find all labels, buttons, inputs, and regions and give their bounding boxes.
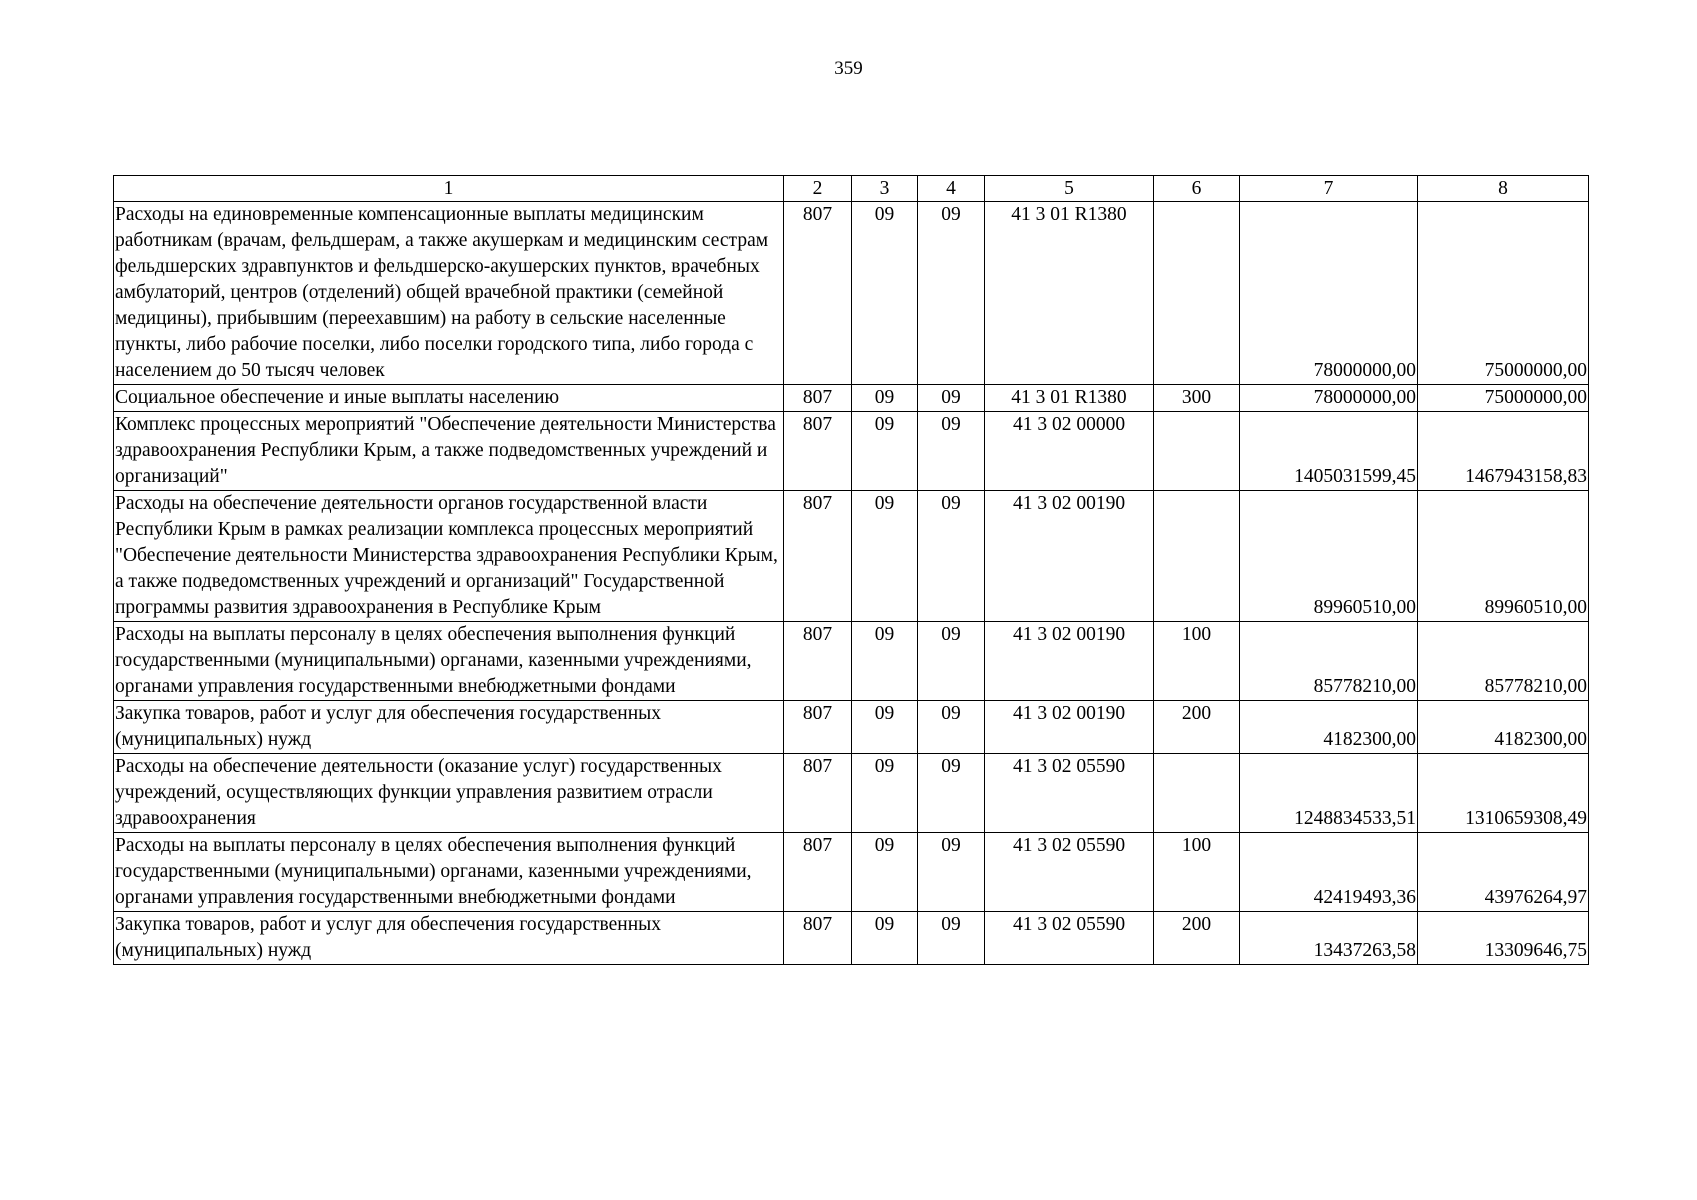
subsection-code: 09	[918, 491, 985, 622]
column-header: 6	[1154, 176, 1240, 202]
amount-col-7: 13437263,58	[1240, 912, 1418, 965]
expense-type-code: 100	[1154, 833, 1240, 912]
expense-type-code: 200	[1154, 912, 1240, 965]
amount-col-8: 1310659308,49	[1418, 754, 1589, 833]
ministry-code: 807	[784, 701, 852, 754]
table-row	[114, 701, 1589, 754]
expense-type-code	[1154, 412, 1240, 491]
ministry-code: 807	[784, 202, 852, 385]
amount-col-8: 4182300,00	[1418, 701, 1589, 754]
expense-type-code	[1154, 754, 1240, 833]
column-header: 5	[985, 176, 1154, 202]
expense-type-code	[1154, 202, 1240, 385]
amount-col-7: 42419493,36	[1240, 833, 1418, 912]
table-row	[114, 833, 1589, 912]
amount-col-8: 89960510,00	[1418, 491, 1589, 622]
target-article-code: 41 3 02 00190	[985, 491, 1154, 622]
column-header: 3	[852, 176, 918, 202]
target-article-code: 41 3 01 R1380	[985, 202, 1154, 385]
ministry-code: 807	[784, 491, 852, 622]
expense-type-code	[1154, 491, 1240, 622]
table-row	[114, 754, 1589, 833]
amount-col-8: 1467943158,83	[1418, 412, 1589, 491]
amount-col-7: 4182300,00	[1240, 701, 1418, 754]
amount-col-8: 85778210,00	[1418, 622, 1589, 701]
section-code: 09	[852, 701, 918, 754]
expense-type-code: 300	[1154, 385, 1240, 412]
subsection-code: 09	[918, 701, 985, 754]
column-header: 8	[1418, 176, 1589, 202]
column-header: 2	[784, 176, 852, 202]
expense-name: Расходы на выплаты персоналу в целях обеспечения выполнения функций государственными (муниципальными) органами, казенными учреждениями, органами управления государственными внебюджетными фондами	[114, 622, 784, 701]
column-header: 1	[114, 176, 784, 202]
subsection-code: 09	[918, 833, 985, 912]
section-code: 09	[852, 412, 918, 491]
target-article-code: 41 3 02 00000	[985, 412, 1154, 491]
ministry-code: 807	[784, 912, 852, 965]
target-article-code: 41 3 02 05590	[985, 912, 1154, 965]
page-number: 359	[834, 58, 863, 79]
section-code: 09	[852, 202, 918, 385]
target-article-code: 41 3 02 00190	[985, 622, 1154, 701]
section-code: 09	[852, 754, 918, 833]
section-code: 09	[852, 385, 918, 412]
amount-col-7: 1405031599,45	[1240, 412, 1418, 491]
amount-col-8: 75000000,00	[1418, 202, 1589, 385]
amount-col-7: 89960510,00	[1240, 491, 1418, 622]
ministry-code: 807	[784, 622, 852, 701]
target-article-code: 41 3 02 00190	[985, 701, 1154, 754]
subsection-code: 09	[918, 385, 985, 412]
table-row	[114, 622, 1589, 701]
expense-type-code: 100	[1154, 622, 1240, 701]
expense-name: Комплекс процессных мероприятий "Обеспечение деятельности Министерства здравоохранения Республики Крым, а также подведомственных учреждений и организаций"	[114, 412, 784, 491]
subsection-code: 09	[918, 202, 985, 385]
expense-name: Расходы на выплаты персоналу в целях обеспечения выполнения функций государственными (муниципальными) органами, казенными учреждениями, органами управления государственными внебюджетными фондами	[114, 833, 784, 912]
target-article-code: 41 3 02 05590	[985, 833, 1154, 912]
budget-table	[113, 175, 1589, 965]
expense-name: Расходы на обеспечение деятельности (оказание услуг) государственных учреждений, осуществляющих функции управления развитием отрасли здравоохранения	[114, 754, 784, 833]
subsection-code: 09	[918, 754, 985, 833]
target-article-code: 41 3 01 R1380	[985, 385, 1154, 412]
table-row	[114, 385, 1589, 412]
table-header-row	[114, 176, 1589, 202]
ministry-code: 807	[784, 412, 852, 491]
section-code: 09	[852, 912, 918, 965]
table-row	[114, 491, 1589, 622]
subsection-code: 09	[918, 622, 985, 701]
ministry-code: 807	[784, 754, 852, 833]
subsection-code: 09	[918, 412, 985, 491]
section-code: 09	[852, 833, 918, 912]
amount-col-7: 78000000,00	[1240, 385, 1418, 412]
expense-type-code: 200	[1154, 701, 1240, 754]
table-row	[114, 412, 1589, 491]
amount-col-8: 43976264,97	[1418, 833, 1589, 912]
expense-name: Социальное обеспечение и иные выплаты населению	[114, 385, 784, 412]
ministry-code: 807	[784, 833, 852, 912]
subsection-code: 09	[918, 912, 985, 965]
table-row	[114, 202, 1589, 385]
expense-name: Закупка товаров, работ и услуг для обеспечения государственных (муниципальных) нужд	[114, 701, 784, 754]
expense-name: Расходы на единовременные компенсационные выплаты медицинским работникам (врачам, фельдшерам, а также акушеркам и медицинским сестрам фельдшерских здравпунктов и фельдшерско-акушерских пунктов, врачебных амбулаторий, центров (отделений) общей врачебной практики (семейной медицины), прибывшим (переехавшим) на работу в сельские населенные пункты, либо рабочие поселки, либо поселки городского типа, либо города с населением до 50 тысяч человек	[114, 202, 784, 385]
table-row	[114, 912, 1589, 965]
amount-col-7: 85778210,00	[1240, 622, 1418, 701]
section-code: 09	[852, 491, 918, 622]
ministry-code: 807	[784, 385, 852, 412]
amount-col-8: 75000000,00	[1418, 385, 1589, 412]
expense-name: Расходы на обеспечение деятельности органов государственной власти Республики Крым в рамках реализации комплекса процессных мероприятий "Обеспечение деятельности Министерства здравоохранения Республики Крым, а также подведомственных учреждений и организаций" Государственной программы развития здравоохранения в Республике Крым	[114, 491, 784, 622]
amount-col-7: 78000000,00	[1240, 202, 1418, 385]
target-article-code: 41 3 02 05590	[985, 754, 1154, 833]
amount-col-8: 13309646,75	[1418, 912, 1589, 965]
amount-col-7: 1248834533,51	[1240, 754, 1418, 833]
section-code: 09	[852, 622, 918, 701]
column-header: 4	[918, 176, 985, 202]
expense-name: Закупка товаров, работ и услуг для обеспечения государственных (муниципальных) нужд	[114, 912, 784, 965]
column-header: 7	[1240, 176, 1418, 202]
